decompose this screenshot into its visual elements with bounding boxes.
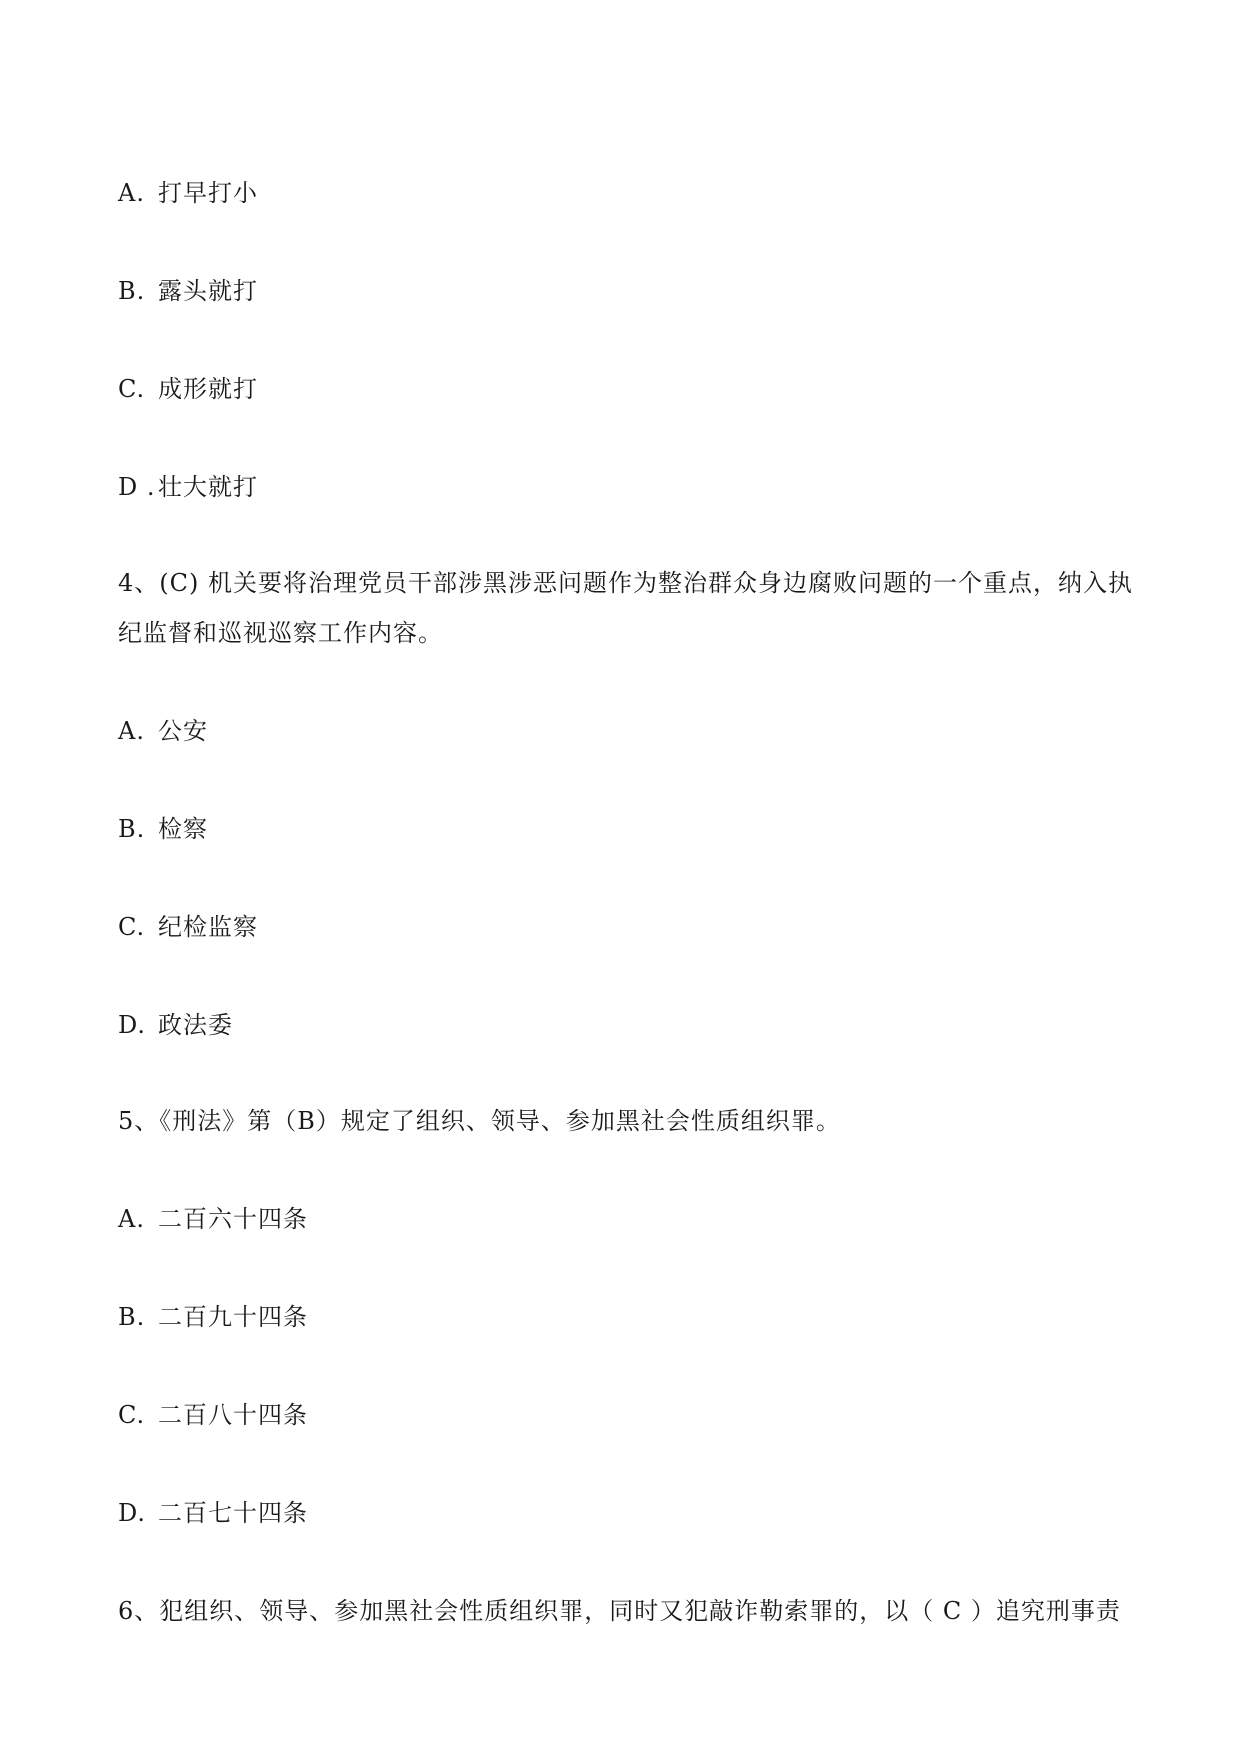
option-letter: C. [118,375,146,403]
option-c [118,374,258,404]
option-d [118,472,258,502]
option-b [118,814,208,844]
option-text: 二百八十四条 [158,1401,308,1429]
option-letter: D. [118,1499,147,1527]
option-d [118,1498,308,1528]
option-text: 壮大就打 [158,473,258,501]
option-text: 成形就打 [158,375,258,403]
option-c [118,1400,308,1430]
option-text: 二百九十四条 [158,1303,308,1331]
option-letter: A. [118,1205,145,1233]
option-b [118,276,258,306]
option-letter: A. [118,179,145,207]
option-letter: B. [118,1303,146,1331]
option-b [118,1302,308,1332]
option-text: 二百六十四条 [158,1205,308,1233]
option-a [118,178,258,208]
question-4-line-2: 纪监督和巡视巡察工作内容。 [118,619,443,647]
option-letter: D. [118,1011,147,1039]
option-letter: A. [118,717,145,745]
option-letter: C. [118,913,146,941]
option-text: 纪检监察 [158,913,258,941]
option-text: 政法委 [158,1011,233,1039]
option-c [118,912,258,942]
question-5-line-1: 5、《刑法》第（B）规定了组织、领导、参加黑社会性质组织罪。 [118,1107,841,1135]
option-letter: B. [118,277,146,305]
option-text: 公安 [158,717,208,745]
option-a [118,716,208,746]
option-letter: C. [118,1401,146,1429]
option-a [118,1204,308,1234]
option-letter: B. [118,815,146,843]
question-4-line-1: 4、(C) 机关要将治理党员干部涉黑涉恶问题作为整治群众身边腐败问题的一个重点，纳入执 [118,569,1133,597]
option-letter: D . [118,473,156,501]
option-text: 露头就打 [158,277,258,305]
option-text: 二百七十四条 [158,1499,308,1527]
question-6-line-1: 6、犯组织、领导、参加黑社会性质组织罪，同时又犯敲诈勒索罪的，以（ C ）追究刑事责 [118,1597,1121,1625]
option-text: 检察 [158,815,208,843]
option-text: 打早打小 [158,179,258,207]
option-d [118,1010,233,1040]
